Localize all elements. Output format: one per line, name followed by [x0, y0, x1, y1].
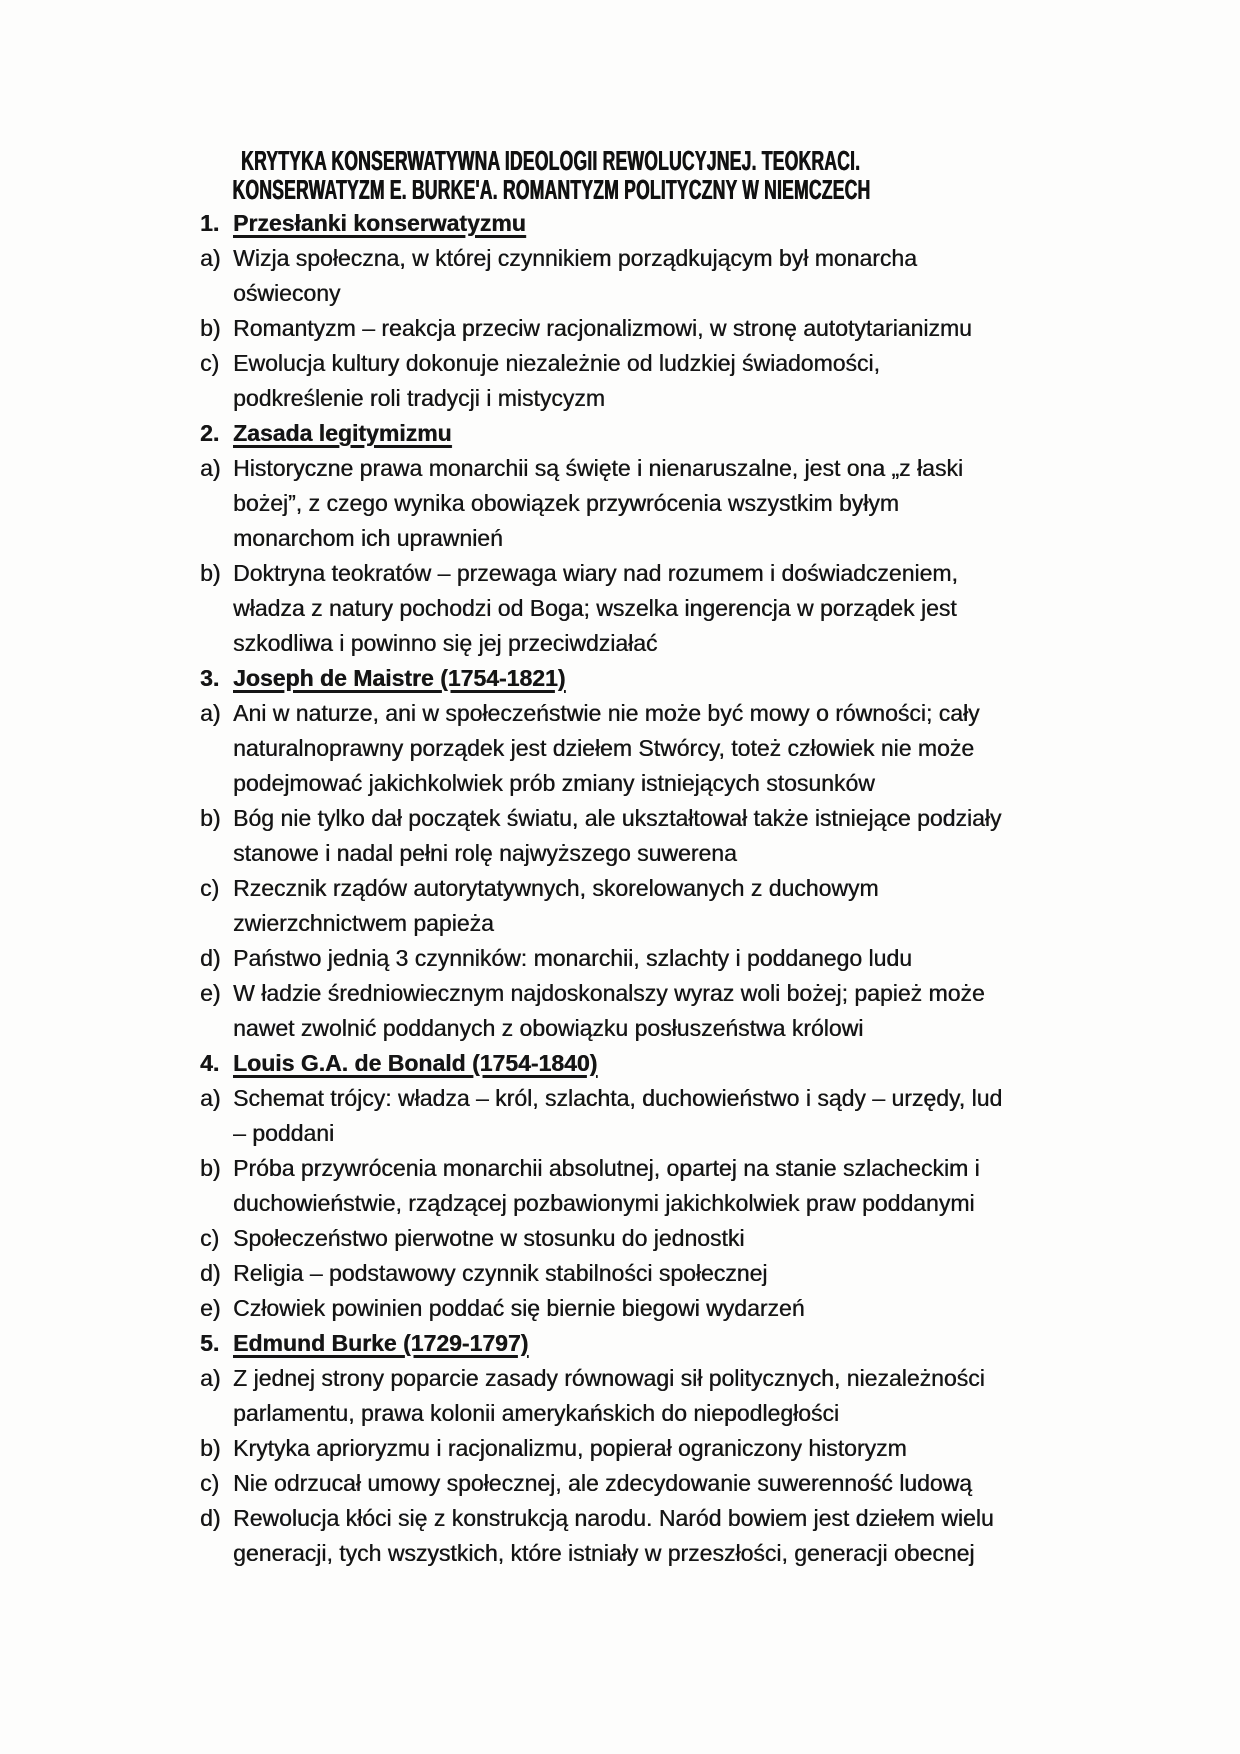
list-item-line — [200, 1221, 1002, 1256]
item-text: Religia – podstawowy czynnik stabilności społecznej — [233, 1260, 768, 1286]
item-text: parlamentu, prawa kolonii amerykańskich do niepodległości — [233, 1400, 839, 1426]
section-heading-row-4 — [200, 1046, 1002, 1081]
item-marker: c) — [200, 1470, 220, 1496]
item-marker: a) — [200, 700, 221, 726]
section-heading-row-2 — [200, 416, 1002, 451]
item-text: nawet zwolnić poddanych z obowiązku posłuszeństwa królowi — [233, 1015, 864, 1041]
item-text: Człowiek powinien poddać się biernie biegowi wydarzeń — [233, 1295, 805, 1321]
section-number: 5. — [200, 1330, 220, 1356]
list-item-line — [200, 1466, 1002, 1501]
document-body — [200, 206, 1002, 1571]
item-text: Próba przywrócenia monarchii absolutnej, opartej na stanie szlacheckim i — [233, 1155, 980, 1181]
list-item-continuation — [200, 1396, 1002, 1431]
item-marker: c) — [200, 1225, 220, 1251]
item-marker: b) — [200, 315, 221, 341]
item-text: – poddani — [233, 1120, 335, 1146]
list-item-line — [200, 556, 1002, 591]
item-text: duchowieństwie, rządzącej pozbawionymi jakichkolwiek praw poddanymi — [233, 1190, 975, 1216]
list-item-line — [200, 941, 1002, 976]
item-text: Nie odrzucał umowy społecznej, ale zdecydowanie suwerenność ludową — [233, 1470, 972, 1496]
item-text: Ewolucja kultury dokonuje niezależnie od ludzkiej świadomości, — [233, 350, 880, 376]
list-item-continuation — [200, 1011, 1002, 1046]
item-text: władza z natury pochodzi od Boga; wszelka ingerencja w porządek jest — [233, 595, 957, 621]
item-marker: b) — [200, 1435, 221, 1461]
item-text: Rewolucja kłóci się z konstrukcją narodu. Naród bowiem jest dziełem wielu — [233, 1505, 994, 1531]
item-text: monarchom ich uprawnień — [233, 525, 503, 551]
item-marker: b) — [200, 1155, 221, 1181]
list-item-continuation — [200, 1116, 1002, 1151]
item-text: Schemat trójcy: władza – król, szlachta, duchowieństwo i sądy – urzędy, lud — [233, 1085, 1003, 1111]
item-text: bożej”, z czego wynika obowiązek przywrócenia wszystkim byłym — [233, 490, 899, 516]
list-item-line — [200, 1081, 1002, 1116]
list-item-line — [200, 1501, 1002, 1536]
item-text: podkreślenie roli tradycji i mistycyzm — [233, 385, 605, 411]
list-item-continuation — [200, 1186, 1002, 1221]
list-item-line — [200, 1431, 1002, 1466]
list-item-line — [200, 451, 1002, 486]
list-item-line — [200, 311, 1002, 346]
item-text: Państwo jednią 3 czynników: monarchii, szlachty i poddanego ludu — [233, 945, 912, 971]
list-item-continuation — [200, 486, 1002, 521]
list-item-continuation — [200, 521, 1002, 556]
list-item-line — [200, 696, 1002, 731]
item-marker: e) — [200, 980, 221, 1006]
list-item-continuation — [200, 766, 1002, 801]
list-item-line — [200, 801, 1002, 836]
list-item-line — [200, 1361, 1002, 1396]
item-text: szkodliwa i powinno się jej przeciwdziałać — [233, 630, 658, 656]
title-line-1-text: KRYTYKA KONSERWATYWNA IDEOLOGII REWOLUCYJNEJ. TEOKRACI. — [241, 145, 861, 176]
list-item-continuation — [200, 626, 1002, 661]
item-text: Wizja społeczna, w której czynnikiem porządkującym był monarcha — [233, 245, 917, 271]
item-text: stanowe i nadal pełni rolę najwyższego suwerena — [233, 840, 737, 866]
item-marker: c) — [200, 350, 220, 376]
list-item-continuation — [200, 276, 1002, 311]
list-item-continuation — [200, 836, 1002, 871]
section-number: 4. — [200, 1050, 220, 1076]
item-text: Bóg nie tylko dał początek światu, ale ukształtował także istniejące podziały — [233, 805, 1002, 831]
list-item-line — [200, 346, 1002, 381]
list-item-continuation — [200, 1536, 1002, 1571]
section-heading-text: Louis G.A. de Bonald (1754-1840) — [233, 1050, 598, 1076]
list-item-line — [200, 976, 1002, 1011]
item-marker: d) — [200, 1505, 221, 1531]
list-item-line — [200, 871, 1002, 906]
list-item-line — [200, 1256, 1002, 1291]
item-text: Romantyzm – reakcja przeciw racjonalizmowi, w stronę autotytarianizmu — [233, 315, 972, 341]
title-line-1 — [67, 146, 1034, 175]
item-marker: d) — [200, 945, 221, 971]
item-marker: d) — [200, 1260, 221, 1286]
section-number: 3. — [200, 665, 220, 691]
item-marker: a) — [200, 455, 221, 481]
section-heading-text: Joseph de Maistre (1754-1821) — [233, 665, 566, 691]
item-marker: a) — [200, 1085, 221, 1111]
item-text: Doktryna teokratów – przewaga wiary nad rozumem i doświadczeniem, — [233, 560, 958, 586]
list-item-continuation — [200, 906, 1002, 941]
list-item-line — [200, 1291, 1002, 1326]
section-heading-row-1 — [200, 206, 1002, 241]
section-heading-row-3 — [200, 661, 1002, 696]
item-marker: a) — [200, 245, 221, 271]
item-text: naturalnoprawny porządek jest dziełem Stwórcy, toteż człowiek nie może — [233, 735, 975, 761]
item-text: W ładzie średniowiecznym najdoskonalszy wyraz woli bożej; papież może — [233, 980, 985, 1006]
item-text: podejmować jakichkolwiek prób zmiany istniejących stosunków — [233, 770, 875, 796]
item-text: Ani w naturze, ani w społeczeństwie nie może być mowy o równości; cały — [233, 700, 980, 726]
section-heading-text: Przesłanki konserwatyzmu — [233, 210, 526, 236]
title-line-2-text: KONSERWATYZM E. BURKE'A. ROMANTYZM POLITYCZNY W NIEMCZECH — [232, 174, 870, 205]
list-item-continuation — [200, 381, 1002, 416]
item-text: zwierzchnictwem papieża — [233, 910, 494, 936]
item-text: Historyczne prawa monarchii są święte i nienaruszalne, jest ona „z łaski — [233, 455, 963, 481]
item-marker: b) — [200, 805, 221, 831]
list-item-line — [200, 1151, 1002, 1186]
section-heading-text: Edmund Burke (1729-1797) — [233, 1330, 529, 1356]
item-text: oświecony — [233, 280, 341, 306]
title-line-2 — [53, 175, 1050, 204]
item-text: Krytyka aprioryzmu i racjonalizmu, popierał ograniczony historyzm — [233, 1435, 907, 1461]
item-marker: e) — [200, 1295, 221, 1321]
item-text: Rzecznik rządów autorytatywnych, skorelowanych z duchowym — [233, 875, 879, 901]
section-number: 1. — [200, 210, 220, 236]
item-text: generacji, tych wszystkich, które istniały w przeszłości, generacji obecnej — [233, 1540, 975, 1566]
section-number: 2. — [200, 420, 220, 446]
item-marker: c) — [200, 875, 220, 901]
section-heading-row-5 — [200, 1326, 1002, 1361]
list-item-continuation — [200, 731, 1002, 766]
section-heading-text: Zasada legitymizmu — [233, 420, 452, 446]
list-item-continuation — [200, 591, 1002, 626]
document-title — [151, 146, 951, 204]
item-marker: a) — [200, 1365, 221, 1391]
item-marker: b) — [200, 560, 221, 586]
list-item-line — [200, 241, 1002, 276]
item-text: Społeczeństwo pierwotne w stosunku do jednostki — [233, 1225, 745, 1251]
item-text: Z jednej strony poparcie zasady równowagi sił politycznych, niezależności — [233, 1365, 985, 1391]
